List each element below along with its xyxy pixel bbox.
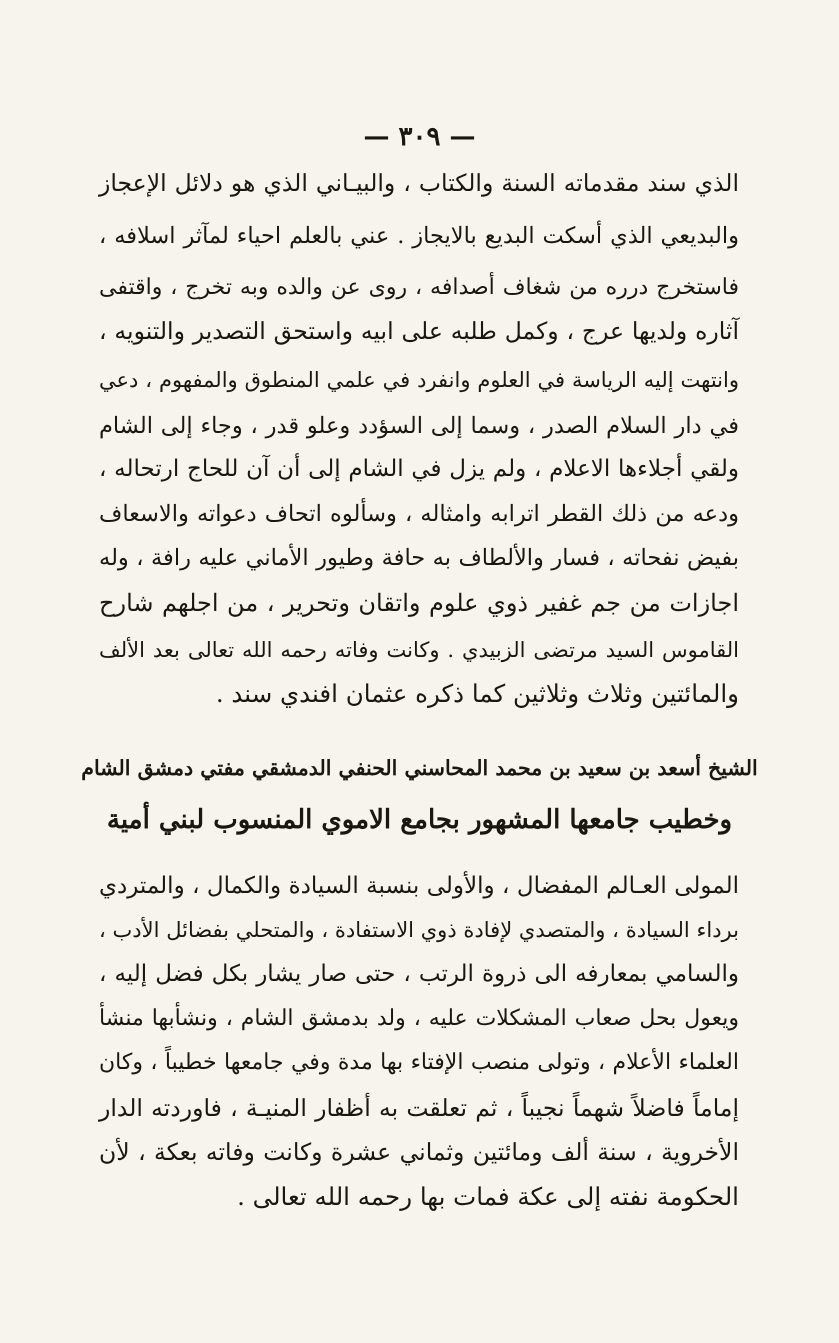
- text-line: المولى العـالم المفضال ، والأولى بنسبة السيادة والكمال ، والمتردي: [99, 873, 739, 899]
- text-line: فاستخرج درره من شغاف أصدافه ، روى عن والده وبه تخرج ، واقتفى: [99, 275, 739, 300]
- text-line: الذي سند مقدماته السنة والكتاب ، والبيـاني الذي هو دلائل الإعجاز: [99, 169, 739, 197]
- text-line: اجازات من جم غفير ذوي علوم واتقان وتحرير ، من اجلهم شارح: [99, 589, 739, 617]
- text-line: في دار السلام الصدر ، وسما إلى السؤدد وعلو قدر ، وجاء إلى الشام: [99, 413, 739, 439]
- text-line: الحكومة نفته إلى عكة فمات بها رحمه الله تعالى .: [237, 1182, 739, 1211]
- text-line: والبديعي الذي أسكت البديع بالايجاز . عني بالعلم احياء لمآثر اسلافه ،: [99, 223, 739, 249]
- text-line: الأخروية ، سنة ألف ومائتين وثماني عشرة وكانت وفاته بعكة ، لأن: [99, 1138, 739, 1166]
- text-line: آثاره ولديها عرج ، وكمل طلبه على ابيه واستحق التصدير والتنويه ،: [99, 317, 739, 345]
- heading-line: الشيخ أسعد بن سعيد بن محمد المحاسني الحنفي الدمشقي مفتي دمشق الشام: [81, 756, 758, 780]
- text-line: ويعول بحل صعاب المشكلات عليه ، ولد بدمشق الشام ، ونشأبها منشأ: [99, 1006, 739, 1031]
- text-line: برداء السيادة ، والمتصدي لإفادة ذوي الاستفادة ، والمتحلي بفضائل الأدب ،: [99, 918, 739, 942]
- text-line: ودعه من ذلك القطر اترابه وامثاله ، وسألوه اتحاف دعواته والاسعاف: [99, 501, 739, 527]
- text-line: وانتهت إليه الرياسة في العلوم وانفرد في علمي المنطوق والمفهوم ، دعي: [99, 368, 739, 392]
- text-line: العلماء الأعلام ، وتولى منصب الإفتاء بها مدة وفي جامعها خطيباً ، وكان: [99, 1050, 739, 1075]
- page-number: — ٣٠٩ —: [363, 122, 476, 152]
- text-line: والمائتين وثلاث وثلاثين كما ذكره عثمان افندي سند .: [215, 679, 739, 708]
- text-line: بفيض نفحاته ، فسار والألطاف به حافة وطيور الأماني عليه رافة ، وله: [99, 545, 739, 571]
- text-line: القاموس السيد مرتضى الزبيدي . وكانت وفاته رحمه الله تعالى بعد الألف: [99, 638, 739, 662]
- text-line: ولقي أجلاءها الاعلام ، ولم يزل في الشام إلى أن آن للحاج ارتحاله ،: [99, 456, 739, 482]
- text-line: إماماً فاضلاً شهماً نجيباً ، ثم تعلقت به أظفار المنيـة ، فاوردته الدار: [99, 1094, 739, 1122]
- text-line: والسامي بمعارفه الى ذروة الرتب ، حتى صار يشار بكل فضل إليه ،: [99, 961, 739, 987]
- heading-line: وخطيب جامعها المشهور بجامع الاموي المنسوب لبني أمية: [106, 805, 733, 835]
